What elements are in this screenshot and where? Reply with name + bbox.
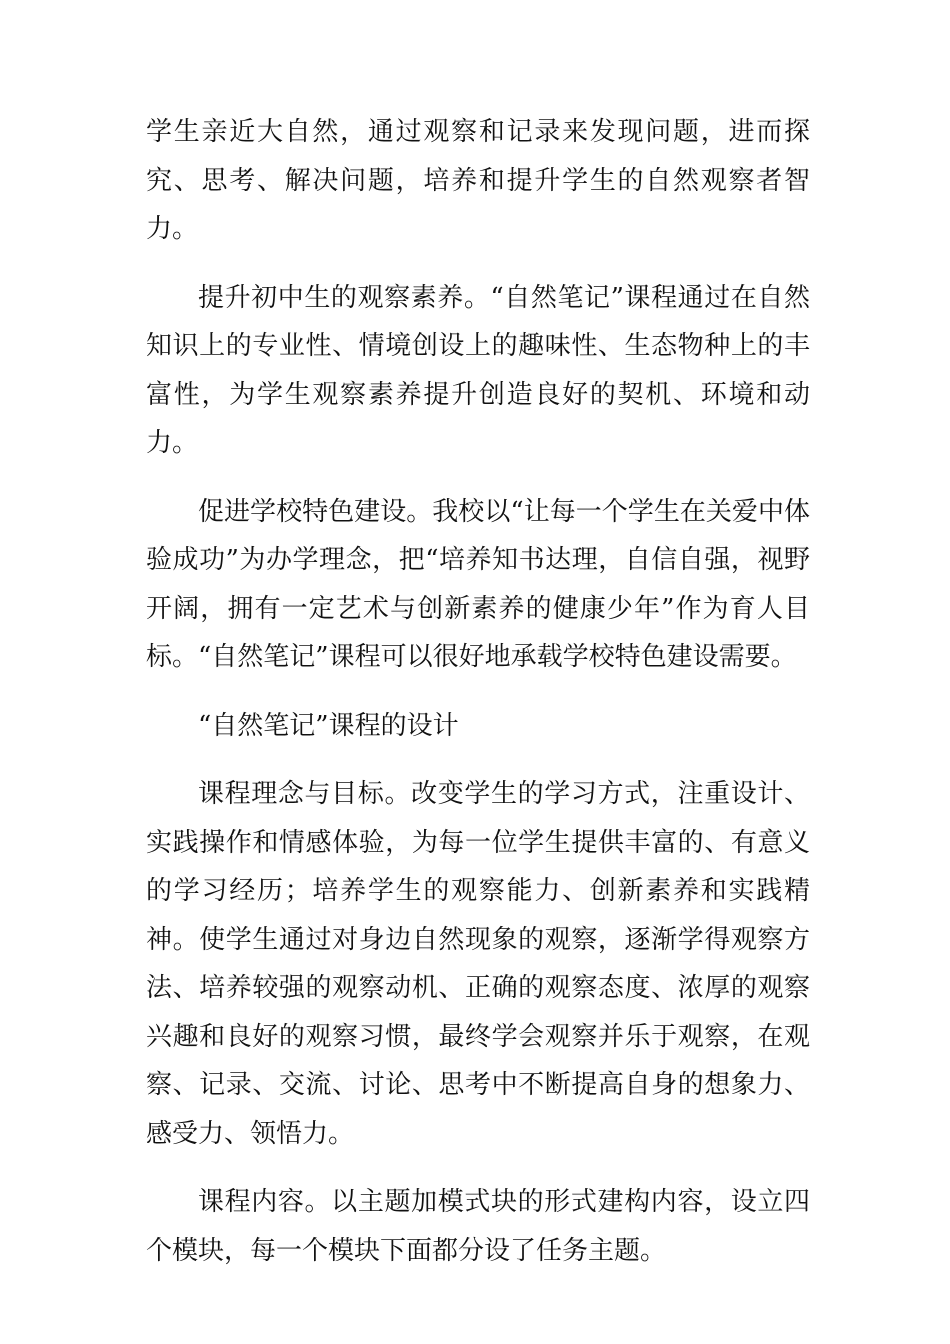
paragraph-school-characteristics: 促进学校特色建设。我校以“让每一个学生在关爱中体验成功”为办学理念，把“培养知书达理，自信自强，视野开阔，拥有一定艺术与创新素养的健康少年”作为育人目标。“自然笔记”课程可以很好地承载学校特色建设需要。 <box>146 496 810 672</box>
paragraph-course-philosophy: 课程理念与目标。改变学生的学习方式，注重设计、实践操作和情感体验，为每一位学生提供丰富的、有意义的学习经历；培养学生的观察能力、创新素养和实践精神。使学生通过对身边自然现象的观察，逐渐学得观察方法、培养较强的观察动机、正确的观察态度、浓厚的观察兴趣和良好的观察习惯，最终学会观察并乐于观察，在观察、记录、交流、讨论、思考中不断提高自身的想象力、感受力、领悟力。 <box>146 779 810 1149</box>
paragraph-observation-literacy: 提升初中生的观察素养。“自然笔记”课程通过在自然知识上的专业性、情境创设上的趣味性、生态物种上的丰富性，为学生观察素养提升创造良好的契机、环境和动力。 <box>146 282 810 458</box>
paragraph-course-content: 课程内容。以主题加模式块的形式建构内容，设立四个模块，每一个模块下面都分设了任务主题。 <box>146 1187 810 1266</box>
document-body <box>146 108 810 1275</box>
section-heading-course-design: “自然笔记”课程的设计 <box>198 710 459 741</box>
paragraph-continuation: 学生亲近大自然，通过观察和记录来发现问题，进而探究、思考、解决问题，培养和提升学生的自然观察者智力。 <box>146 117 810 244</box>
